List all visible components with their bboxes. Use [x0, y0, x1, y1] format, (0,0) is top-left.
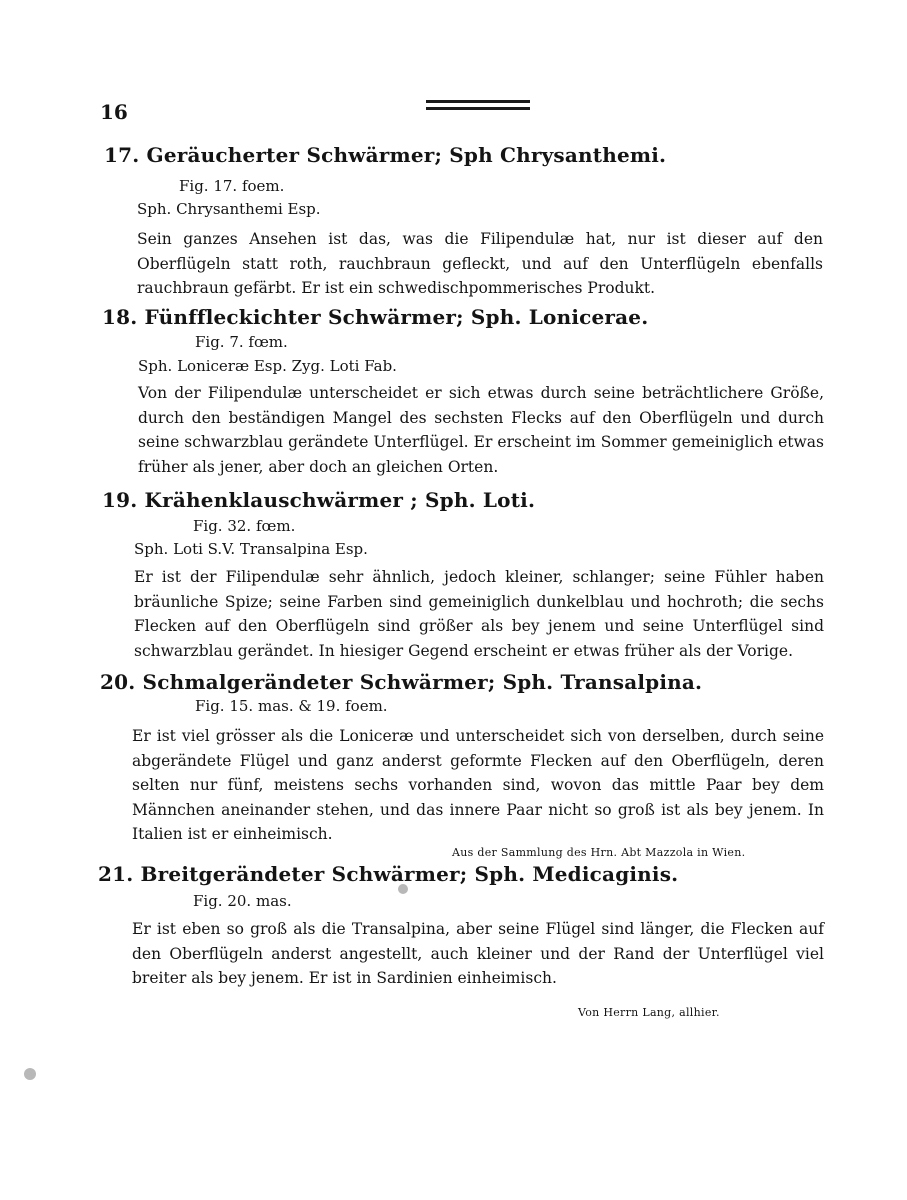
entry-17-synonym: Sph. Chrysanthemi Esp.	[137, 200, 321, 218]
entry-17-description: Sein ganzes Ansehen ist das, was die Filipendulæ hat, nur ist dieser auf den Oberflügeln statt roth, rauchbraun gefleckt, und auf den Unterflügeln ebenfalls rauchbraun gefärbt. Er ist ein schwedischpommerisches Produkt.	[137, 230, 823, 297]
entry-21-description: Er ist eben so groß als die Transalpina, aber seine Flügel sind länger, die Flecken auf den Oberflügeln anderst angestellt, auch kleiner und der Rand der Unterflügel viel breiter als bey jenem. Er ist in Sardinien einheimisch.	[132, 920, 824, 987]
entry-17-figure: Fig. 17. foem.	[179, 177, 285, 195]
print-speck	[24, 1068, 36, 1080]
header-rule-bottom	[426, 107, 530, 110]
entry-17-title: 17. Geräucherter Schwärmer; Sph Chrysanthemi.	[104, 143, 667, 167]
entry-20-figure: Fig. 15. mas. & 19. foem.	[195, 697, 388, 715]
entry-19-figure: Fig. 32. fœm.	[193, 517, 296, 535]
entry-21-figure: Fig. 20. mas.	[193, 892, 292, 910]
print-speck	[398, 884, 408, 894]
entry-20-description: Er ist viel grösser als die Loniceræ und unterscheidet sich von derselben, durch seine abgerändete Flügel und ganz anderst geformte Flecken auf den Oberflügeln, deren selten nur fünf, meistens sechs vorhanden sind, wovon das mittle Paar bey dem Männchen aneinander stehen, und das innere Paar nicht so groß ist als bey jenem. In Italien ist er einheimisch.	[132, 727, 824, 843]
entry-20-credit: Aus der Sammlung des Hrn. Abt Mazzola in Wien.	[452, 846, 746, 859]
entry-20-title: 20. Schmalgerändeter Schwärmer; Sph. Transalpina.	[100, 670, 703, 694]
header-rule-top	[426, 100, 530, 103]
entry-18-description: Von der Filipendulæ unterscheidet er sich etwas durch seine beträchtlichere Größe, durch den beständigen Mangel des sechsten Flecks auf den Oberflügeln und durch seine schwarzblau gerändete Unterflügel. Er erscheint im Sommer gemeiniglich etwas früher als jener, aber doch an gleichen Orten.	[138, 384, 824, 476]
entry-18-synonym: Sph. Loniceræ Esp. Zyg. Loti Fab.	[138, 357, 397, 375]
entry-18-figure: Fig. 7. fœm.	[195, 333, 288, 351]
page-number: 16	[100, 100, 128, 124]
entry-18-title: 18. Fünffleckichter Schwärmer; Sph. Lonicerae.	[102, 305, 649, 329]
entry-21-title: 21. Breitgerändeter Schwärmer; Sph. Medicaginis.	[98, 862, 679, 886]
entry-19-description: Er ist der Filipendulæ sehr ähnlich, jedoch kleiner, schlanger; seine Fühler haben bräunliche Spize; seine Farben sind gemeiniglich dunkelblau und hochroth; die sechs Flecken auf den Oberflügeln sind größer als bey jenem und seine Unterflügel sind schwarzblau gerändet. In hiesiger Gegend erscheint er etwas früher als der Vorige.	[134, 568, 824, 660]
entry-19-synonym: Sph. Loti S.V. Transalpina Esp.	[134, 540, 368, 558]
entry-21-credit: Von Herrn Lang, allhier.	[578, 1006, 720, 1019]
entry-19-title: 19. Krähenklauschwärmer ; Sph. Loti.	[102, 488, 536, 512]
